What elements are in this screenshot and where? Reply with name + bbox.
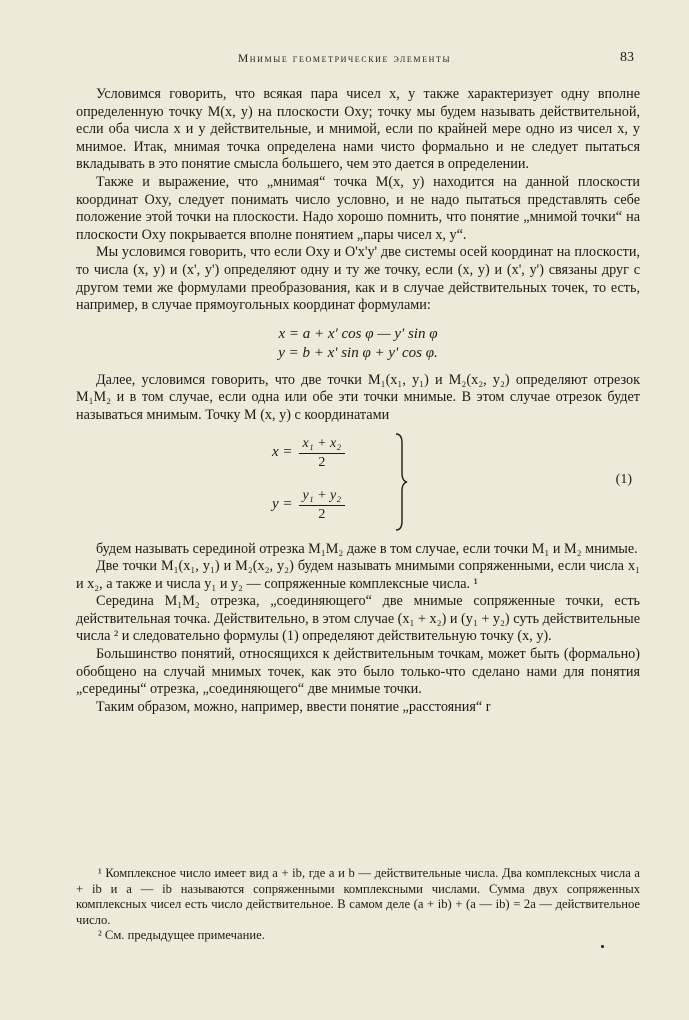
- print-speck: [601, 945, 604, 948]
- midpoint-y-denominator: 2: [318, 506, 326, 522]
- right-brace: [394, 433, 408, 531]
- equation-number: (1): [615, 471, 632, 487]
- transformation-formulas: [76, 325, 640, 363]
- midpoint-y-lhs: y =: [272, 495, 293, 512]
- midpoint-x-numerator: x₁ + x₂: [299, 435, 346, 454]
- footnote-1: ¹ Комплексное число имеет вид a + ib, где a и b — действительные числа. Два комплексных числа a + ib и a — ib называются сопряженными комплексными числами. Сумма двух сопряженных комплексных чисел есть число действительное. В самом деле (a + ib) + (a — ib) = 2a — действительное число.: [76, 866, 640, 927]
- paragraph-1: Условимся говорить, что всякая пара чисел x, y также характеризует одну вполне определенную точку M(x, y) на плоскости Oxy; точку мы будем называть действительной, если оба числа x и y действительные, и мнимой, если по крайней мере одно из чисел x, y мнимое. Итак, мнимая точка определена нами чисто формально и не следует пытаться вкладывать в это понятие смысла большего, чем это дается в определении.: [76, 86, 640, 173]
- paragraph-9: Таким образом, можно, например, ввести понятие „расстояния“ r: [96, 698, 491, 715]
- paragraph-5: будем называть серединой отрезка M₁M₂ даже в том случае, если точки M₁ и M₂ мнимые.: [96, 540, 638, 557]
- midpoint-x-fraction: [299, 435, 346, 471]
- footnotes: [76, 866, 640, 944]
- paragraph-6: Две точки M₁(x₁, y₁) и M₂(x₂, y₂) будем называть мнимыми сопряженными, если числа x₁ и x₂, а также и числа y₁ и y₂ — сопряженные комплексные числа. ¹: [76, 558, 640, 592]
- paragraph-3: Мы условимся говорить, что если Oxy и O'x'y' две системы осей координат на плоскости, то числа (x, y) и (x', y') определяют одну и ту же точку, если (x, y) и (x', y') связаны друг с другом теми же формулами преобразования, как и в случае действительных точек, то есть, например, в случае прямоугольных координат формулами:: [76, 244, 640, 314]
- transform-formula-y: y = b + x' sin φ + y' cos φ.: [278, 344, 438, 361]
- running-header: [0, 52, 689, 72]
- midpoint-y-numerator: y₁ + y₂: [299, 487, 346, 506]
- transform-formula-x: x = a + x' cos φ — y' sin φ: [278, 325, 438, 342]
- paragraph-8: Большинство понятий, относящихся к действительным точкам, может быть (формально) обобщено на случай мнимых точек, как это было только-что сделано нами для понятия „середины“ отрезка, „соединяющего“ две мнимые точки.: [76, 646, 640, 698]
- main-text: [76, 86, 640, 716]
- midpoint-y-fraction: [299, 487, 346, 523]
- running-title: Мнимые геометрические элементы: [237, 53, 452, 65]
- page-number: 83: [620, 50, 634, 65]
- paragraph-2: Также и выражение, что „мнимая“ точка M(x, y) находится на данной плоскости координат Oxy, следует понимать число условно, и не надо пытаться представлять себе положение этой точки на плоскости. Надо хорошо помнить, что понятие „мнимой точки“ на плоскости Oxy покрывается вполне понятием „пары чисел x, y“.: [76, 173, 640, 243]
- midpoint-x-equation: [272, 435, 345, 471]
- footnote-2: ² См. предыдущее примечание.: [98, 928, 265, 942]
- midpoint-x-denominator: 2: [318, 454, 326, 470]
- midpoint-x-lhs: x =: [272, 443, 293, 460]
- paragraph-7: Середина M₁M₂ отрезка, „соединяющего“ две мнимые сопряженные точки, есть действительная точка. Действительно, в этом случае (x₁ + x₂) и (y₁ + y₂) суть действительные числа ² и следовательно формулы (1) определяют действительную точку (x, y).: [76, 593, 640, 645]
- midpoint-y-equation: [272, 487, 345, 523]
- paragraph-4: Далее, условимся говорить, что две точки M₁(x₁, y₁) и M₂(x₂, y₂) определяют отрезок M₁M₂ и в том случае, если одна или обе эти точки мнимые. В этом случае отрезок будет называться мнимым. Точку M (x, y) с координатами: [76, 371, 640, 423]
- midpoint-system: [76, 431, 640, 535]
